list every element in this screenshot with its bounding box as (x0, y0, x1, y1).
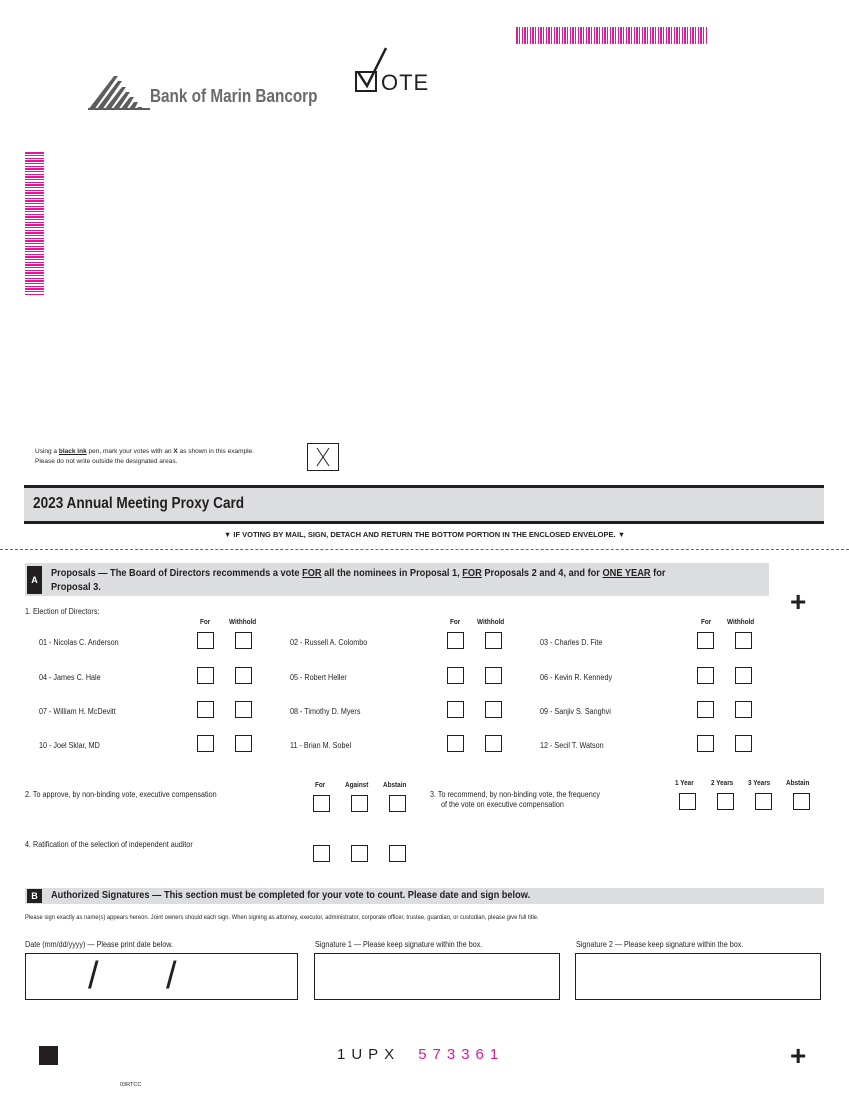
p3-abstain-header: Abstain (786, 778, 810, 787)
p2-against-checkbox[interactable] (351, 795, 368, 812)
date-separator: / (166, 955, 177, 997)
p3-1year-header: 1 Year (675, 778, 694, 787)
detach-line (0, 549, 849, 550)
nominee-withhold-checkbox[interactable] (235, 667, 252, 684)
nominee-withhold-checkbox[interactable] (735, 735, 752, 752)
bank-logo-icon (88, 76, 150, 110)
nominee-for-checkbox[interactable] (447, 735, 464, 752)
top-barcode (516, 27, 708, 44)
nominee-for-checkbox[interactable] (447, 632, 464, 649)
p4-abstain-checkbox[interactable] (389, 845, 406, 862)
footer-code-number: 573361 (418, 1046, 505, 1063)
nominee-withhold-checkbox[interactable] (485, 667, 502, 684)
section-b-title: Authorized Signatures — This section must be completed for your vote to count. Please date and sign below. (51, 889, 531, 901)
nominee-withhold-checkbox[interactable] (485, 632, 502, 649)
nominee-label: 09 - Sanjiv S. Sanghvi (540, 707, 611, 716)
p2-for-checkbox[interactable] (313, 795, 330, 812)
nominee-label: 03 - Charles D. Fite (540, 638, 603, 647)
nominee-for-checkbox[interactable] (447, 667, 464, 684)
nominee-withhold-checkbox[interactable] (235, 632, 252, 649)
example-x-icon (308, 444, 338, 470)
date-separator: / (88, 955, 99, 997)
date-label: Date (mm/dd/yyyy) — Please print date below. (25, 940, 174, 949)
section-b-note: Please sign exactly as name(s) appears hereon. Joint owners should each sign. When signing as attorney, executor, administrator, corporate officer, trustee, guardian, or custodian, please give full title. (25, 914, 539, 921)
nominee-label: 05 - Robert Heller (290, 673, 347, 682)
p2-abstain-checkbox[interactable] (389, 795, 406, 812)
section-a-title-line1: Proposals — The Board of Directors recommends a vote FOR all the nominees in Proposal 1, FOR Proposals 2 and 4, and for ONE YEAR for (51, 567, 666, 579)
section-a-letter: A (27, 566, 42, 594)
p2-abstain-header: Abstain (383, 780, 407, 789)
p4-for-checkbox[interactable] (313, 845, 330, 862)
section-a-title-line2: Proposal 3. (51, 581, 101, 593)
col-withhold-header: Withhold (229, 617, 257, 626)
nominee-label: 06 - Kevin R. Kennedy (540, 673, 613, 682)
nominee-withhold-checkbox[interactable] (235, 735, 252, 752)
vote-logo-text: OTE (381, 70, 430, 95)
col-for-header: For (450, 617, 461, 626)
nominee-for-checkbox[interactable] (197, 667, 214, 684)
card-title-bar (24, 485, 824, 524)
proposal2-label: 2. To approve, by non-binding vote, executive compensation (25, 790, 217, 799)
nominee-label: 02 - Russell A. Colombo (290, 638, 368, 647)
proposal3-label-line1: 3. To recommend, by non-binding vote, the frequency (430, 790, 600, 799)
nominee-label: 10 - Joel Sklar, MD (39, 741, 100, 750)
nominee-label: 12 - Secil T. Watson (540, 741, 604, 750)
proposal3-label-line2: of the vote on executive compensation (441, 800, 564, 809)
nominee-label: 11 - Brian M. Sobel (290, 741, 352, 750)
p4-against-checkbox[interactable] (351, 845, 368, 862)
nominee-withhold-checkbox[interactable] (485, 701, 502, 718)
nominee-withhold-checkbox[interactable] (735, 701, 752, 718)
nominee-label: 01 - Nicolas C. Anderson (39, 638, 119, 647)
nominee-for-checkbox[interactable] (447, 701, 464, 718)
p2-for-header: For (315, 780, 326, 789)
nominee-withhold-checkbox[interactable] (735, 667, 752, 684)
nominee-for-checkbox[interactable] (697, 632, 714, 649)
nominee-for-checkbox[interactable] (197, 735, 214, 752)
nominee-withhold-checkbox[interactable] (485, 735, 502, 752)
nominee-for-checkbox[interactable] (697, 667, 714, 684)
instructions-line1: Using a black ink pen, mark your votes with an X as shown in this example. (35, 448, 254, 455)
p3-3years-checkbox[interactable] (755, 793, 772, 810)
nominee-label: 04 - James C. Hale (39, 673, 101, 682)
sig1-label: Signature 1 — Please keep signature within the box. (315, 940, 483, 949)
plus-mark: + (790, 1040, 807, 1071)
sig2-label: Signature 2 — Please keep signature within the box. (576, 940, 744, 949)
col-for-header: For (200, 617, 211, 626)
example-mark-box (307, 443, 339, 471)
p2-against-header: Against (345, 780, 369, 789)
plus-mark: + (790, 586, 807, 617)
col-withhold-header: Withhold (727, 617, 755, 626)
small-code: 03RTCC (120, 1082, 142, 1088)
p3-abstain-checkbox[interactable] (793, 793, 810, 810)
nominee-withhold-checkbox[interactable] (235, 701, 252, 718)
col-for-header: For (701, 617, 712, 626)
col-withhold-header: Withhold (477, 617, 505, 626)
nominee-label: 07 - William H. McDevitt (39, 707, 116, 716)
nominee-for-checkbox[interactable] (697, 735, 714, 752)
date-field[interactable] (25, 953, 298, 1000)
registration-mark (39, 1046, 58, 1065)
p3-2years-header: 2 Years (711, 778, 734, 787)
nominee-for-checkbox[interactable] (197, 701, 214, 718)
p3-2years-checkbox[interactable] (717, 793, 734, 810)
proposal1-label: 1. Election of Directors: (25, 607, 100, 616)
section-b-letter: B (27, 889, 42, 903)
nominee-for-checkbox[interactable] (697, 701, 714, 718)
side-barcode (25, 152, 44, 296)
nominee-for-checkbox[interactable] (197, 632, 214, 649)
card-title: 2023 Annual Meeting Proxy Card (33, 495, 245, 512)
signature2-field[interactable] (575, 953, 821, 1000)
signature1-field[interactable] (314, 953, 560, 1000)
p3-3years-header: 3 Years (748, 778, 771, 787)
instructions-line2: Please do not write outside the designated areas. (35, 458, 178, 465)
nominee-withhold-checkbox[interactable] (735, 632, 752, 649)
proposal4-label: 4. Ratification of the selection of independent auditor (25, 840, 193, 849)
nominee-label: 08 - Timothy D. Myers (290, 707, 361, 716)
p3-1year-checkbox[interactable] (679, 793, 696, 810)
footer-code (337, 1046, 504, 1063)
footer-code-prefix: 1UPX (337, 1046, 401, 1063)
mail-instructions: ▼ IF VOTING BY MAIL, SIGN, DETACH AND RETURN THE BOTTOM PORTION IN THE ENCLOSED ENVELOPE. ▼ (223, 530, 626, 539)
company-name: Bank of Marin Bancorp (150, 86, 318, 106)
